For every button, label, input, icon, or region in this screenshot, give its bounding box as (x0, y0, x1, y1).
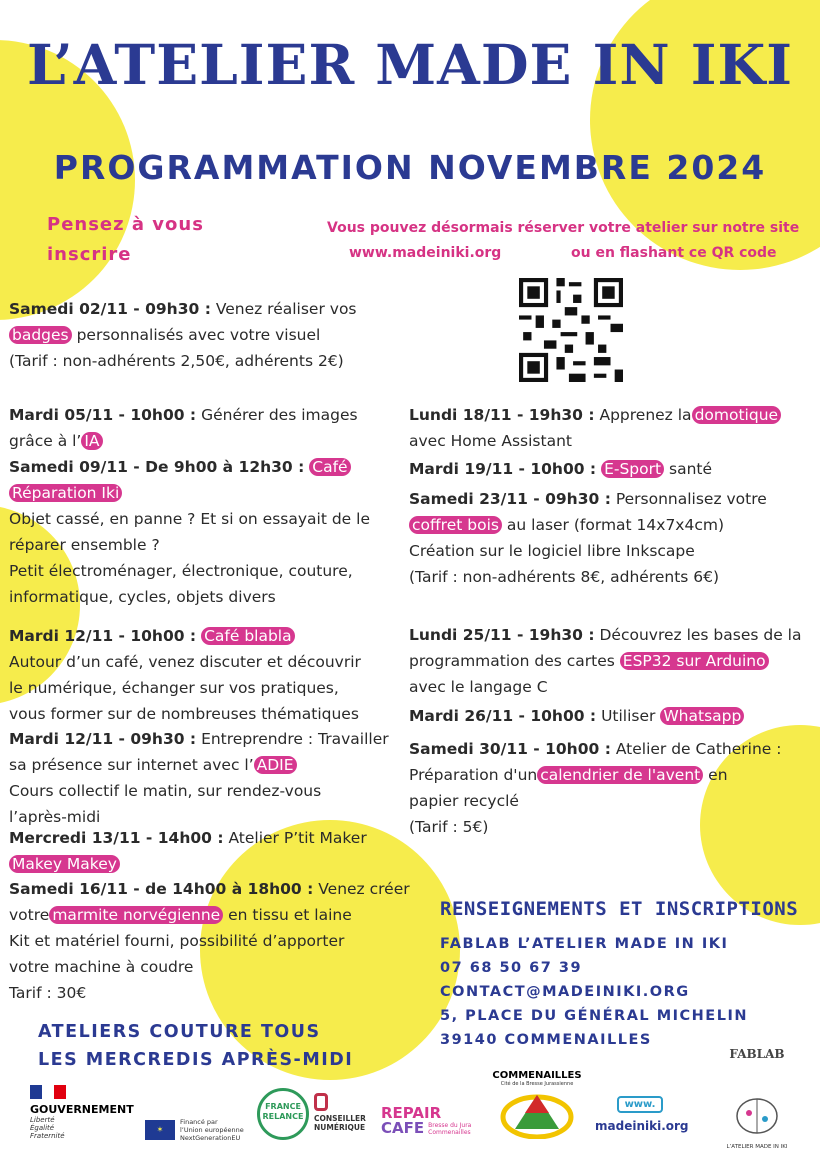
eu-line2: l’Union européenne (180, 1126, 244, 1134)
event-line: Autour d’un café, venez discuter et découvrir (9, 653, 361, 671)
event-date: Samedi 30/11 - 10h00 : (409, 740, 611, 758)
event-line: votre machine à coudre (9, 958, 194, 976)
couture-line1: ATELIERS COUTURE TOUS (38, 1022, 321, 1042)
event-line: avec Home Assistant (409, 432, 572, 450)
logo-conseiller-numerique (314, 1093, 366, 1132)
event-date: Samedi 23/11 - 09h30 : (409, 490, 611, 508)
highlight-ia: IA (81, 432, 102, 450)
commenailles-emblem-icon (497, 1089, 577, 1139)
event-text: en tissu et laine (223, 906, 352, 924)
event-text: Apprenez la (594, 406, 692, 424)
booking-info-line1: Vous pouvez désormais réserver votre atelier sur notre site (327, 220, 800, 236)
event-text: programmation des cartes (409, 652, 615, 670)
page-subtitle: PROGRAMMATION NOVEMBRE 2024 (53, 148, 767, 187)
event-esport (409, 456, 712, 482)
brain-dot-1 (746, 1110, 752, 1116)
eu-flag-icon: ✶ (145, 1120, 175, 1140)
event-line: Création sur le logiciel libre Inkscape (409, 542, 695, 560)
event-text: Venez réaliser vos (210, 300, 357, 318)
page-title: L’ATELIER MADE IN IKI (26, 32, 794, 97)
highlight-esp32: ESP32 sur Arduino (620, 652, 769, 670)
event-line (409, 456, 712, 482)
browser-icon (617, 1096, 664, 1113)
event-date: Samedi 02/11 - 09h30 : (9, 300, 211, 318)
contact-block (440, 932, 748, 1052)
event-makey-makey (9, 825, 367, 877)
event-line (9, 454, 370, 480)
motto-1: Liberté (30, 1116, 55, 1124)
highlight-esport: E-Sport (601, 460, 664, 478)
event-line (9, 876, 410, 902)
event-text: grâce à l’ (9, 432, 82, 450)
contact-heading: RENSEIGNEMENTS ET INSCRIPTIONS (440, 898, 799, 920)
event-adie (9, 726, 389, 830)
event-date: Lundi 18/11 - 19h30 : (409, 406, 595, 424)
contact-email[interactable]: CONTACT@MADEINIKI.ORG (440, 984, 690, 1000)
highlight-reparation: Réparation Iki (9, 484, 122, 502)
couture-banner (38, 1018, 353, 1074)
event-line: le numérique, échanger sur vos pratiques, (9, 679, 339, 697)
event-domotique (409, 402, 781, 454)
event-coffret-bois (409, 486, 767, 590)
brain-icon (732, 1091, 782, 1141)
event-date: Mardi 12/11 - 10h00 : (9, 627, 197, 645)
highlight-makey: Makey Makey (9, 855, 120, 873)
event-line: papier recyclé (409, 792, 519, 810)
event-text: Découvrez les bases de la (594, 626, 802, 644)
event-date: Samedi 09/11 - De 9h00 à 12h30 : (9, 458, 305, 476)
commenailles-sub: Cité de la Bresse Jurassienne (500, 1081, 574, 1087)
logo-repair-cafe (381, 1106, 476, 1136)
event-line (409, 703, 744, 729)
brain-dot-2 (762, 1116, 768, 1122)
event-date: Samedi 16/11 - de 14h00 à 18h00 : (9, 880, 314, 898)
gouvernement-label: GOUVERNEMENT (30, 1103, 134, 1116)
event-text: Personnalisez votre (610, 490, 767, 508)
eu-line3: NextGenerationEU (180, 1134, 241, 1142)
event-repair-cafe (9, 454, 370, 610)
fablab-sub: L’ATELIER MADE IN IKI (726, 1144, 788, 1150)
event-line: (Tarif : non-adhérents 8€, adhérents 6€) (409, 568, 720, 586)
event-line: réparer ensemble ? (9, 536, 160, 554)
event-line (9, 902, 410, 928)
motto-3: Fraternité (30, 1132, 65, 1140)
event-line: informatique, cycles, objets divers (9, 588, 276, 606)
event-line (9, 752, 389, 778)
event-text: au laser (format 14x7x4cm) (501, 516, 725, 534)
event-line (9, 402, 358, 428)
event-line: Tarif : 30€ (9, 984, 87, 1002)
france-relance-label: FRANCE RELANCE (262, 1102, 304, 1121)
event-line (409, 402, 781, 428)
event-line (9, 480, 370, 506)
event-text: en (703, 766, 728, 784)
register-reminder-line1: Pensez à vous (47, 214, 204, 235)
event-line (9, 296, 357, 322)
event-line: (Tarif : 5€) (409, 818, 489, 836)
event-cafe-blabla (9, 623, 361, 727)
register-reminder (47, 210, 204, 270)
event-line: Kit et matériel fourni, possibilité d’apporter (9, 932, 345, 950)
event-date: Mercredi 13/11 - 14h00 : (9, 829, 224, 847)
register-reminder-line2: inscrire (47, 244, 132, 265)
event-line: l’après-midi (9, 808, 101, 826)
logo-eu (145, 1118, 244, 1142)
logo-fablab (722, 1047, 792, 1150)
event-text: votre (9, 906, 50, 924)
event-line (9, 322, 357, 348)
logo-france-relance (257, 1088, 309, 1140)
event-line (409, 648, 801, 674)
event-line (9, 623, 361, 649)
logo-commenailles (492, 1070, 582, 1142)
repair-line2: CAFE (381, 1119, 425, 1137)
eu-line1: Financé par (180, 1118, 218, 1126)
highlight-coffret: coffret bois (409, 516, 502, 534)
event-line (409, 736, 781, 762)
repair-sub: Bresse du Jura Commenailles (428, 1121, 472, 1136)
event-line: vous former sur de nombreuses thématiques (9, 705, 359, 723)
conseiller-line1: CONSEILLER (314, 1114, 366, 1123)
event-line (409, 512, 767, 538)
event-ia (9, 402, 358, 454)
fablab-label: FABLAB (729, 1047, 785, 1061)
booking-info (327, 214, 799, 242)
highlight-domotique: domotique (692, 406, 782, 424)
contact-name: FABLAB L’ATELIER MADE IN IKI (440, 936, 729, 952)
event-line: Objet cassé, en panne ? Et si on essayait de le (9, 510, 370, 528)
logo-gouvernement (30, 1085, 134, 1140)
event-line (9, 851, 367, 877)
event-esp32 (409, 622, 801, 700)
event-text: sa présence sur internet avec l’ (9, 756, 254, 774)
marianne-flag-icon (30, 1085, 66, 1099)
event-badges (9, 296, 357, 374)
contact-address-line2: 39140 COMMENAILLES (440, 1032, 652, 1048)
event-calendrier (409, 736, 781, 840)
qr-code[interactable] (519, 278, 623, 382)
event-text: Entreprendre : Travailler (196, 730, 389, 748)
event-line: (Tarif : non-adhérents 2,50€, adhérents 2€) (9, 352, 344, 370)
event-line (9, 726, 389, 752)
repair-line1: REPAIR (381, 1104, 442, 1122)
commenailles-label: COMMENAILLES (492, 1070, 582, 1081)
highlight-adie: ADIE (254, 756, 297, 774)
contact-phone[interactable]: 07 68 50 67 39 (440, 960, 583, 976)
eu-text (180, 1118, 244, 1142)
event-text: Venez créer (313, 880, 410, 898)
event-date: Lundi 25/11 - 19h30 : (409, 626, 595, 644)
logo-madeiniki-web[interactable] (595, 1096, 689, 1133)
event-line (9, 825, 367, 851)
highlight-badges: badges (9, 326, 72, 344)
event-date: Mardi 26/11 - 10h00 : (409, 707, 597, 725)
highlight-whatsapp: Whatsapp (660, 707, 744, 725)
booking-qr-text: ou en flashant ce QR code (571, 245, 777, 261)
event-text: Utiliser (596, 707, 656, 725)
event-text: Atelier de Catherine : (610, 740, 782, 758)
motto-2: Égalité (30, 1124, 55, 1132)
booking-site-link[interactable]: www.madeiniki.org (349, 245, 502, 261)
conseiller-line2: NUMÉRIQUE (314, 1123, 366, 1132)
event-date: Mardi 12/11 - 09h30 : (9, 730, 197, 748)
event-whatsapp (409, 703, 744, 729)
event-text: personnalisés avec votre visuel (71, 326, 321, 344)
event-line (9, 428, 358, 454)
highlight-cafe-blabla: Café blabla (201, 627, 295, 645)
event-line (409, 486, 767, 512)
event-date: Mardi 19/11 - 10h00 : (409, 460, 597, 478)
event-date: Mardi 05/11 - 10h00 : (9, 406, 197, 424)
highlight-marmite: marmite norvégienne (49, 906, 223, 924)
event-line: Cours collectif le matin, sur rendez-vous (9, 782, 322, 800)
event-line (409, 762, 781, 788)
event-marmite (9, 876, 410, 1006)
event-text: Atelier P’tit Maker (223, 829, 367, 847)
event-line: avec le langage C (409, 678, 548, 696)
event-line (409, 622, 801, 648)
event-text: Générer des images (196, 406, 358, 424)
www-label: www. (624, 1099, 656, 1110)
contact-address-line1: 5, PLACE DU GÉNÉRAL MICHELIN (440, 1008, 748, 1024)
event-line: Petit électroménager, électronique, couture, (9, 562, 353, 580)
repair-row (381, 1121, 476, 1136)
highlight-calendrier: calendrier de l'avent (537, 766, 703, 784)
madeiniki-label: madeiniki.org (595, 1119, 689, 1133)
event-text: santé (664, 460, 713, 478)
conseiller-icon (314, 1093, 328, 1111)
event-text: Préparation d'un (409, 766, 538, 784)
couture-line2: LES MERCREDIS APRÈS-MIDI (38, 1050, 354, 1070)
highlight-cafe: Café (309, 458, 350, 476)
